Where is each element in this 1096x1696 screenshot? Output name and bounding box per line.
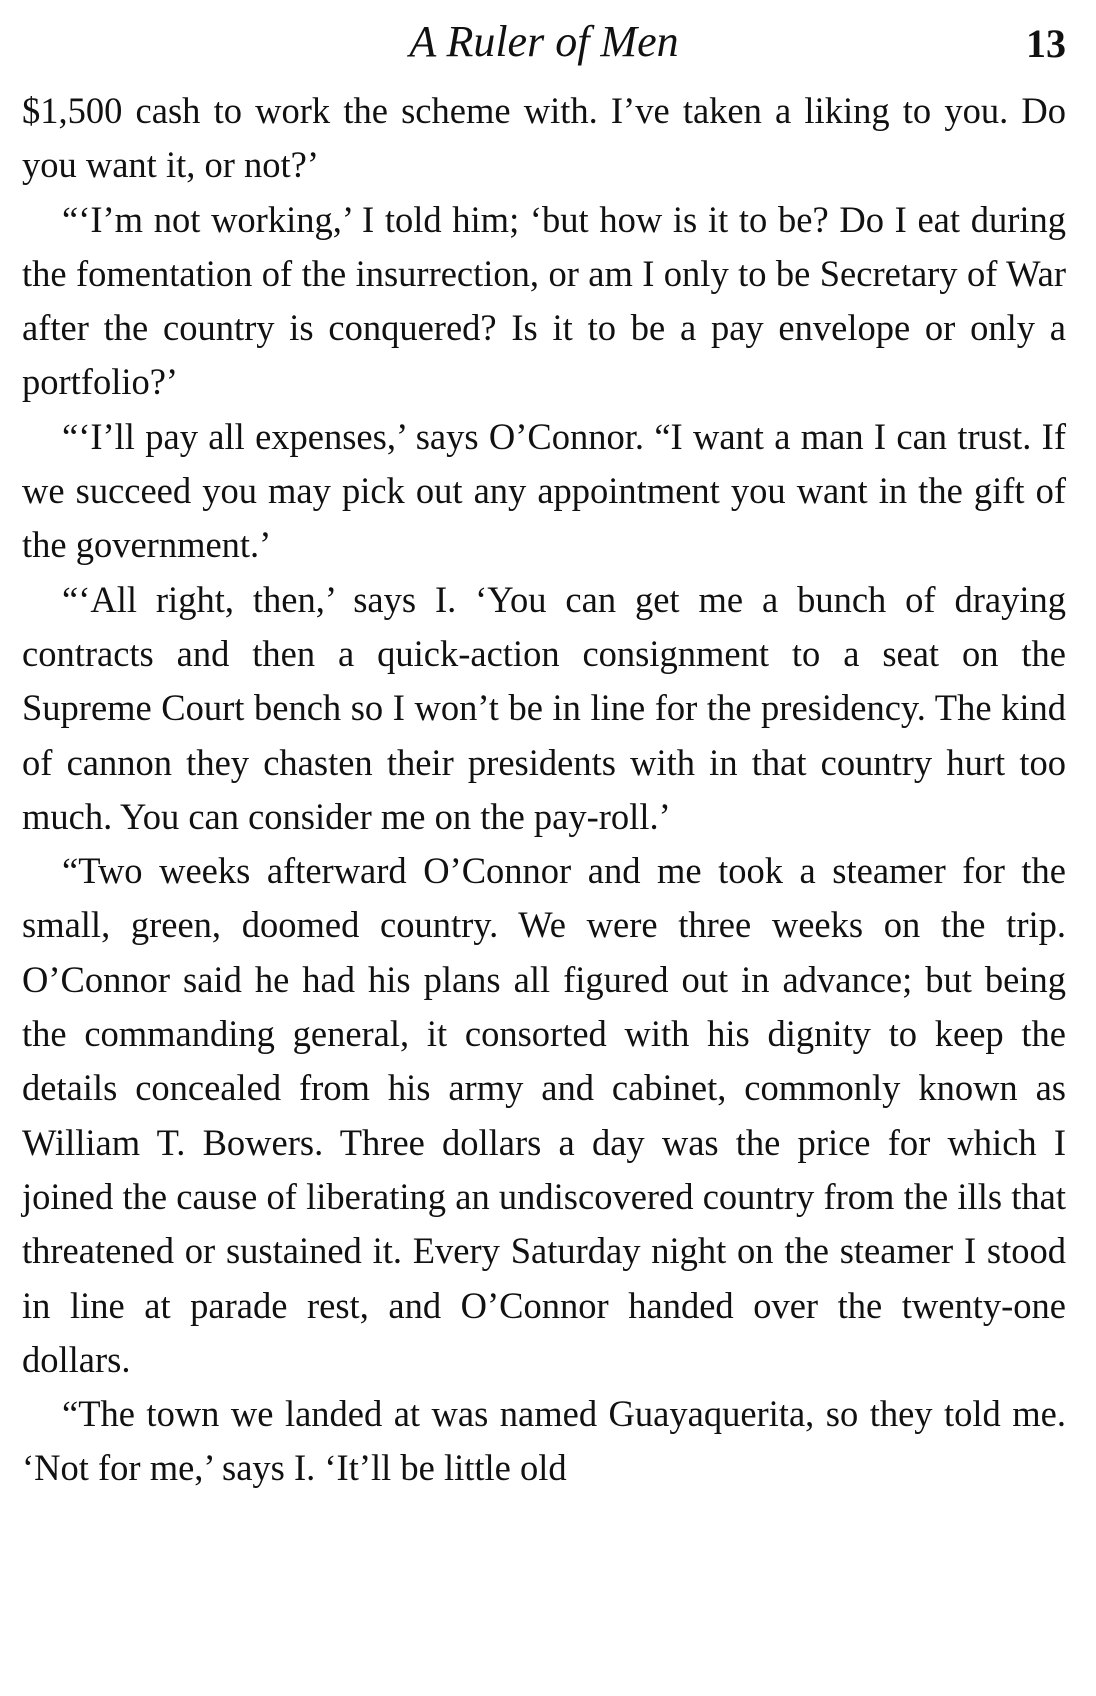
paragraph-1: $1,500 cash to work the scheme with. I’ve taken a liking to you. Do you want it, or not?’: [22, 90, 1066, 186]
paragraph-5: “Two weeks afterward O’Connor and me took a steamer for the small, green, doomed country. We were three weeks on the trip. O’Connor said he had his plans all figured out in advance; but being the commanding general, it consorted with his dignity to keep the details concealed from his army and cabinet, commonly known as William T. Bowers. Three dollars a day was the price for which I joined the cause of liberating an undiscovered country from the ills that threatened or sustained it. Every Saturday night on the steamer I stood in line at parade rest, and O’Connor handed over the twenty-one dollars.: [22, 850, 1066, 1380]
book-page: [22, 14, 1066, 1684]
body-text: [22, 84, 1066, 1496]
running-head: [22, 14, 1066, 74]
paragraph-4: “‘All right, then,’ says I. ‘You can get me a bunch of draying contracts and then a quick-action consignment to a seat on the Supreme Court bench so I won’t be in line for the presidency. The kind of cannon they chasten their presidents with in that country hurt too much. You can consider me on the pay-roll.’: [22, 578, 1066, 837]
running-title: A Ruler of Men: [409, 17, 679, 66]
paragraph-3: “‘I’ll pay all expenses,’ says O’Connor. “I want a man I can trust. If we succeed you may pick out any appointment you want in the gift of the government.’: [22, 415, 1066, 566]
paragraph-6: “The town we landed at was named Guayaquerita, so they told me. ‘Not for me,’ says I. ‘It’ll be little old: [22, 1393, 1066, 1489]
page-number: 13: [1026, 21, 1066, 66]
paragraph-2: “‘I’m not working,’ I told him; ‘but how is it to be? Do I eat during the fomentation of the insurrection, or am I only to be Secretary of War after the country is conquered? Is it to be a pay envelope or only a portfolio?’: [22, 198, 1066, 403]
